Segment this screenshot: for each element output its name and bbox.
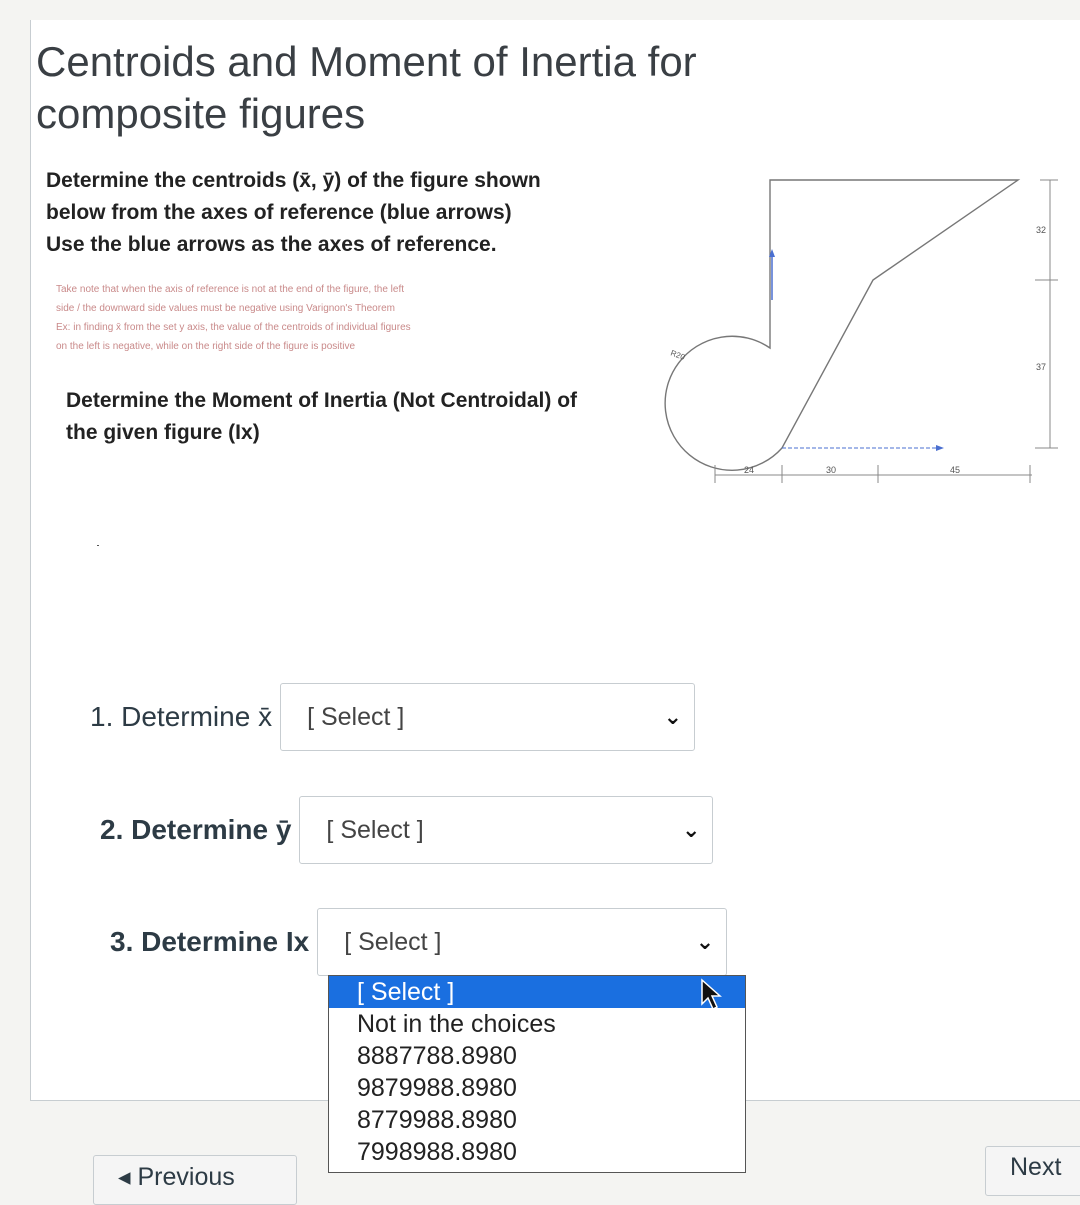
dropdown-option-2[interactable]: 9879988.8980	[357, 1074, 517, 1102]
dim-label-37: 37	[1036, 362, 1047, 372]
dropdown-option-3[interactable]: 8779988.8980	[357, 1106, 517, 1134]
varignon-note	[56, 280, 636, 356]
dim-label-24: 24	[744, 465, 755, 475]
page-title	[36, 36, 697, 140]
chevron-down-icon: ⌄	[695, 929, 715, 954]
question-xbar	[90, 683, 695, 751]
prompt-line-3: Use the blue arrows as the axes of reference.	[46, 233, 497, 256]
xbar-select-value: [ Select ]	[307, 702, 405, 731]
next-button[interactable]: Next	[985, 1146, 1080, 1196]
question-xbar-label: 1. Determine x̄	[90, 701, 273, 732]
dim-label-45: 45	[950, 465, 961, 475]
dim-label-30: 30	[826, 465, 837, 475]
dim-label-32: 32	[1036, 225, 1047, 235]
centroid-instructions	[46, 165, 626, 261]
note-line-2: side / the downward side values must be negative using Varignon's Theorem	[56, 303, 395, 314]
ix-select-value: [ Select ]	[344, 927, 442, 956]
ybar-select[interactable]	[299, 796, 713, 864]
title-line-2: composite figures	[36, 90, 366, 137]
xbar-select[interactable]	[280, 683, 695, 751]
mouse-pointer-icon	[700, 978, 724, 1012]
ybar-select-value: [ Select ]	[326, 815, 424, 844]
moi-line-2: the given figure (Ix)	[66, 421, 260, 444]
dropdown-option-4[interactable]: 7998988.8980	[357, 1138, 517, 1166]
note-line-1: Take note that when the axis of reference is not at the end of the figure, the left	[56, 284, 404, 295]
ix-select[interactable]	[317, 908, 727, 976]
moi-line-1: Determine the Moment of Inertia (Not Centroidal) of	[66, 389, 578, 412]
dropdown-option-1[interactable]: 8887788.8980	[357, 1042, 517, 1070]
previous-button[interactable]: ◂ Previous	[93, 1155, 297, 1205]
ix-dropdown-list	[328, 975, 746, 1173]
prompt-line-1: Determine the centroids (x̄, ȳ) of the figure shown	[46, 169, 541, 192]
moment-of-inertia-instructions	[66, 385, 636, 449]
note-line-3: Ex: in finding x̄ from the set y axis, the value of the centroids of individual figures	[56, 322, 411, 333]
question-ybar-label: 2. Determine ȳ	[100, 814, 292, 845]
chevron-down-icon: ⌄	[663, 704, 683, 729]
composite-figure-diagram	[640, 165, 1060, 495]
dropdown-option-select[interactable]: [ Select ]	[329, 976, 745, 1008]
x-axis-arrowhead	[936, 445, 944, 451]
chevron-down-icon: ⌄	[681, 817, 701, 842]
dropdown-option-not-in-choices[interactable]: Not in the choices	[357, 1010, 556, 1038]
note-line-4: on the left is negative, while on the right side of the figure is positive	[56, 341, 356, 352]
question-ix	[110, 908, 727, 976]
radius-label: R20	[669, 348, 687, 362]
question-ybar	[100, 796, 713, 864]
question-ix-label: 3. Determine Ix	[110, 926, 310, 957]
prompt-line-2: below from the axes of reference (blue arrows)	[46, 201, 512, 224]
stray-dot	[97, 545, 99, 546]
title-line-1: Centroids and Moment of Inertia for	[36, 38, 697, 85]
figure-outline	[665, 180, 1018, 470]
